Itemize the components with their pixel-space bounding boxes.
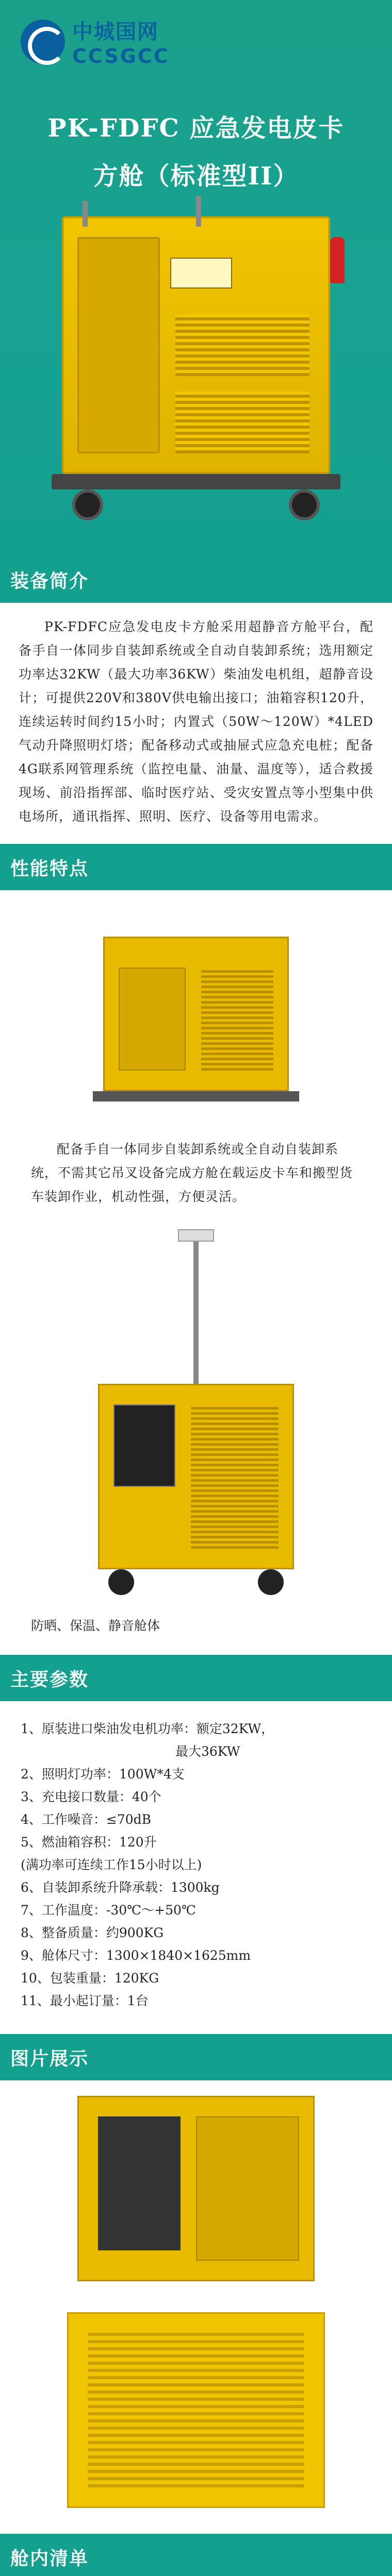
feature-description: 配备手自一体同步自装卸系统或全自动自装卸系统，不需其它吊叉设备完成方舱在载运皮卡车和搬型货车装卸作业，机动性强，方便灵活。 (31, 1142, 353, 1204)
param-row: 9、舱体尺寸：1300×1840×1625mm (21, 1948, 251, 1963)
param-row: 10、包装重量：120KG (21, 1971, 159, 1986)
photo-generator-closed (57, 2302, 335, 2518)
param-row: 4、工作噪音：≤70dB (21, 1812, 152, 1827)
brand-name-en: CCSGCC (72, 45, 170, 67)
hero-title (0, 108, 392, 192)
hero-title-line1: PK-FDFC 应急发电皮卡 (47, 114, 345, 143)
param-row-continued: 最大36KW (175, 1744, 240, 1759)
param-row: 2、照明灯功率：100W*4支 (21, 1767, 185, 1782)
param-row: 5、燃油箱容积：120升 (21, 1835, 157, 1850)
section-header-features: 性能特点 (0, 844, 392, 890)
wheel-icon (289, 489, 320, 520)
params-list (0, 1701, 392, 2034)
hero-banner (0, 0, 392, 556)
param-row: 7、工作温度：-30℃～+50℃ (21, 1903, 196, 1918)
wheel-icon (72, 489, 103, 520)
brand-logo (21, 15, 170, 67)
param-row: 6、自装卸系统升降承载：1300kg (21, 1880, 220, 1895)
param-row: 11、最小起订量：1台 (21, 1993, 149, 2008)
feature-image-lighting (77, 1229, 315, 1600)
fire-extinguisher-icon (330, 237, 345, 283)
features-section (0, 890, 392, 1655)
param-row: 3、充电接口数量：40个 (21, 1789, 161, 1804)
section-header-params: 主要参数 (0, 1655, 392, 1701)
brand-name-cn: 中城国网 (72, 20, 159, 44)
generator-image (41, 196, 351, 526)
hero-title-line2: 方舱（标准型II） (93, 162, 299, 191)
photo-generator-open (57, 2096, 335, 2292)
brand-emblem-icon (21, 20, 65, 64)
section-header-intro: 装备简介 (0, 556, 392, 603)
param-row: (满功率可连续工作15小时以上) (21, 1857, 202, 1872)
photos-section (0, 2080, 392, 2534)
section-header-photos: 图片展示 (0, 2034, 392, 2080)
intro-text: PK-FDFC应急发电皮卡方舱采用超静音方舱平台，配备手自一体同步自装卸系统或全自动自装卸系统；选用额定功率达32KW（最大功率36KW）柴油发电机组，超静音设计；可提供220V和380V供电输出接口；油箱容积120升，连续运转时间约15小时；内置式（50W～120W）*4LED气动升降照明灯塔；配备移动式或抽屉式应急充电桩；配备4G联系网管理系统（监控电量、油量、温度等），适合救援现场、前沿指挥部、临时医疗站、受灾安置点等小型集中供电场所，通讯指挥、照明、医疗、设备等用电需求。 (19, 619, 373, 824)
param-row: 8、整备质量：约900KG (21, 1925, 164, 1940)
param-row: 1、原装进口柴油发电机功率：额定32KW， (21, 1721, 274, 1736)
section-header-list: 舱内清单 (0, 2534, 392, 2576)
feature-caption: 防晒、保温、静音舱体 (31, 1618, 160, 1633)
feature-image-loading (88, 906, 304, 1122)
